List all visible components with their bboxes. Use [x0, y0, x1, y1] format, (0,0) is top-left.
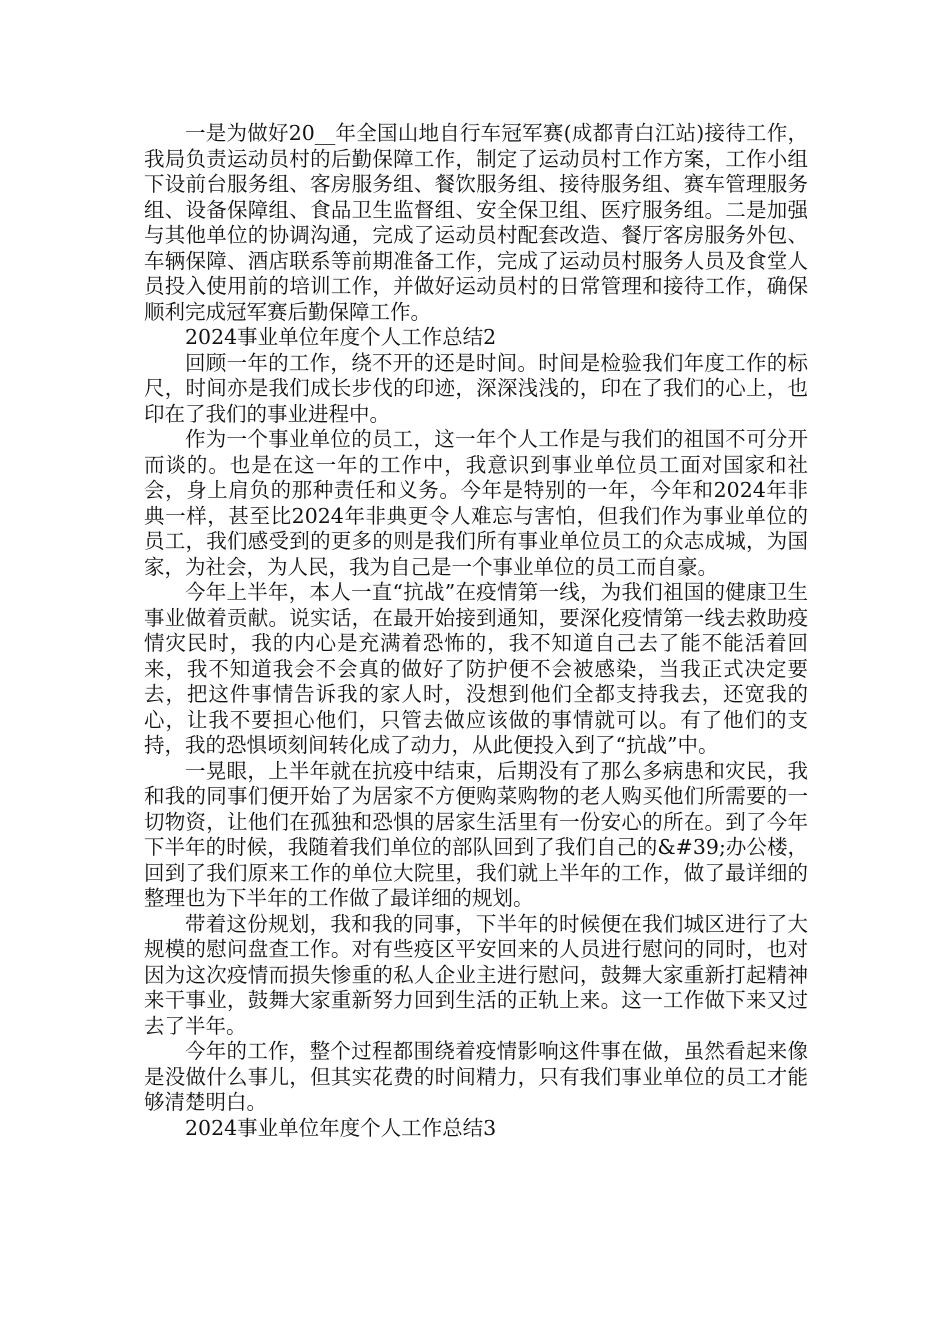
paragraph-duty: 作为一个事业单位的员工，这一年个人工作是与我们的祖国不可分开而谈的。也是在这一年的工作中，我意识到事业单位员工面对国家和社会，身上肩负的那种责任和义务。今年是特别的一年，今年和2024年非典一样，甚至比2024年非典更令人难忘与害怕，但我们作为事业单位的员工，我们感受到的更多的则是我们所有事业单位员工的众志成城，为国家，为社会，为人民，我为自己是一个事业单位的员工而自豪。 [144, 427, 808, 579]
section-heading-3: 2024事业单位年度个人工作总结3 [185, 1115, 497, 1140]
paragraph-frontline: 今年上半年，本人一直“抗战”在疫情第一线，为我们祖国的健康卫生事业做着贡献。说实话，在最开始接到通知，要深化疫情第一线去救助疫情灾民时，我的内心是充满着恐怖的，我不知道自己去了能不能活着回来，我不知道我会不会真的做好了防护便不会被感染，当我正式决定要去，把这件事情告诉我的家人时，没想到他们全都支持我去，还宽我的心，让我不要担心他们，只管去做应该做的事情就可以。有了他们的支持，我的恐惧顷刻间转化成了动力，从此便投入到了“抗战”中。 [144, 580, 808, 757]
paragraph-review: 回顾一年的工作，绕不开的还是时间。时间是检验我们年度工作的标尺，时间亦是我们成长步伐的印迹，深深浅浅的，印在了我们的心上，也印在了我们的事业进程中。 [144, 350, 808, 426]
paragraph-conclusion: 今年的工作，整个过程都围绕着疫情影响这件事在做，虽然看起来像是没做什么事儿，但其实花费的时间精力，只有我们事业单位的员工才能够清楚明白。 [144, 1039, 808, 1114]
document-body [144, 121, 808, 1141]
paragraph-second-half: 一晃眼，上半年就在抗疫中结束，后期没有了那么多病患和灾民，我和我的同事们便开始了为居家不方便购菜购物的老人购买他们所需要的一切物资，让他们在孤独和恐惧的居家生活里有一份安心的所在。到了今年下半年的时候，我随着我们单位的部队回到了我们自己的&#39;办公楼，回到了我们原来工作的单位大院里，我们就上半年的工作，做了最详细的整理也为下半年的工作做了最详细的规划。 [144, 758, 808, 910]
section-heading-2: 2024事业单位年度个人工作总结2 [185, 325, 497, 349]
paragraph-logistics: 一是为做好20__年全国山地自行车冠军赛(成都青白江站)接待工作，我局负责运动员村的后勤保障工作，制定了运动员村工作方案，工作小组下设前台服务组、客房服务组、餐饮服务组、接待服务组、赛车管理服务组、设备保障组、食品卫生监督组、安全保卫组、医疗服务组。二是加强与其他单位的协调沟通，完成了运动员村配套改造、餐厅客房服务外包、车辆保障、酒店联系等前期准备工作，完成了运动员村服务人员及食堂人员投入使用前的培训工作，并做好运动员村的日常管理和接待工作，确保顺利完成冠军赛后勤保障工作。 [144, 121, 808, 324]
paragraph-visits: 带着这份规划，我和我的同事，下半年的时候便在我们城区进行了大规模的慰问盘查工作。对有些疫区平安回来的人员进行慰问的同时，也对因为这次疫情而损失惨重的私人企业主进行慰问，鼓舞大家重新打起精神来干事业，鼓舞大家重新努力回到生活的正轨上来。这一工作做下来又过去了半年。 [144, 911, 808, 1038]
